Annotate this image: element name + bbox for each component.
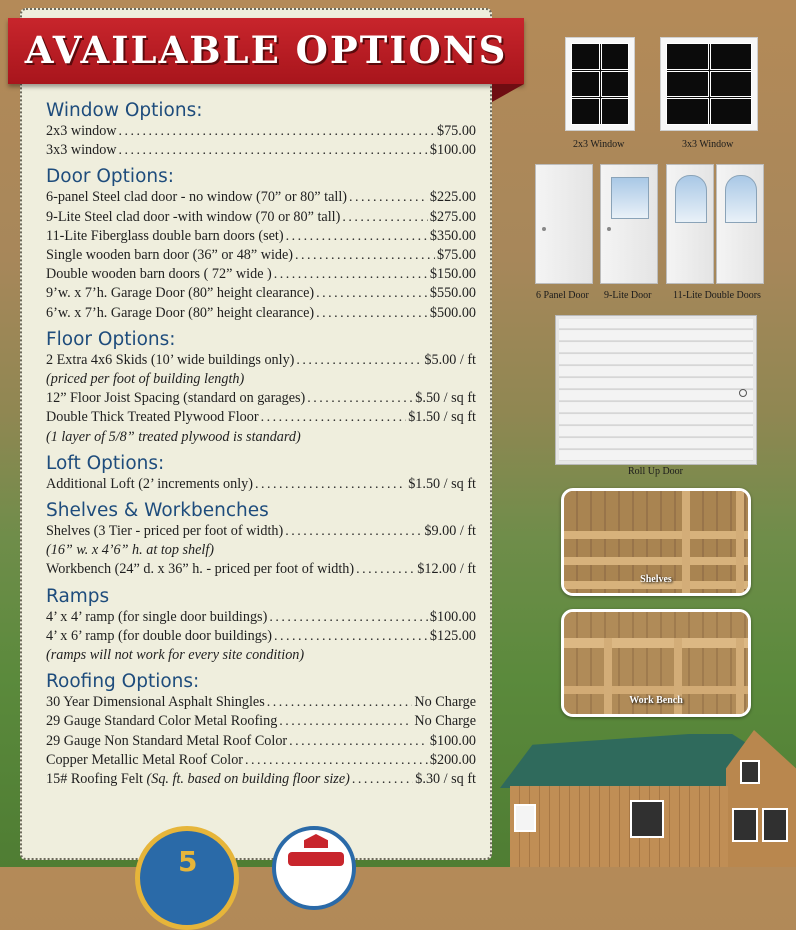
option-label bbox=[46, 122, 117, 141]
dot-leader bbox=[245, 751, 428, 770]
nine-lite-door-image bbox=[600, 164, 658, 284]
option-row bbox=[46, 351, 476, 370]
option-price: $150.00 bbox=[429, 266, 476, 283]
option-price: $1.50 / sq ft bbox=[408, 409, 476, 426]
option-price: $200.00 bbox=[429, 751, 476, 768]
option-price: $125.00 bbox=[429, 627, 476, 644]
option-label bbox=[46, 627, 272, 646]
section-title: Shelves & Workbenches bbox=[46, 500, 269, 522]
option-label-text: Single wooden barn door (36” or 48” wide) bbox=[46, 247, 294, 264]
dot-leader bbox=[267, 693, 413, 712]
section-1 bbox=[46, 166, 476, 322]
option-row bbox=[46, 304, 476, 323]
option-price: $550.00 bbox=[429, 285, 476, 302]
option-label-text: 11-Lite Fiberglass double barn doors (set) bbox=[46, 227, 284, 244]
option-row bbox=[46, 208, 476, 227]
dot-leader bbox=[307, 389, 413, 408]
option-row bbox=[46, 522, 476, 541]
option-price: $500.00 bbox=[429, 304, 476, 321]
banner-fold bbox=[492, 84, 524, 102]
option-price: $100.00 bbox=[429, 608, 476, 625]
dot-leader bbox=[274, 627, 428, 646]
six-panel-door-caption: 6 Panel Door bbox=[536, 290, 589, 301]
option-price: $12.00 / ft bbox=[417, 561, 476, 578]
option-row bbox=[46, 770, 476, 789]
option-label-text: Copper Metallic Metal Roof Color bbox=[46, 751, 244, 768]
option-row bbox=[46, 712, 476, 731]
dot-leader bbox=[269, 608, 428, 627]
workbench-caption: Work Bench bbox=[629, 695, 683, 706]
option-label bbox=[46, 141, 117, 160]
section-title: Loft Options: bbox=[46, 452, 165, 474]
option-label bbox=[46, 265, 272, 284]
option-row bbox=[46, 732, 476, 751]
page-title: AVAILABLE OPTIONS bbox=[24, 28, 508, 72]
option-label-text: Double Thick Treated Plywood Floor bbox=[46, 409, 259, 426]
option-price: $5.00 / ft bbox=[424, 351, 476, 368]
section-0 bbox=[46, 100, 476, 160]
options-list bbox=[46, 100, 476, 795]
shed-image bbox=[490, 720, 796, 867]
dot-leader bbox=[295, 246, 435, 265]
option-label-text: 2x3 window bbox=[46, 123, 117, 139]
option-price: $275.00 bbox=[429, 208, 476, 225]
option-price: $1.50 / sq ft bbox=[408, 475, 476, 492]
option-price: $225.00 bbox=[429, 189, 476, 206]
option-row bbox=[46, 122, 476, 141]
option-label bbox=[46, 227, 284, 246]
option-label bbox=[46, 389, 305, 408]
option-row bbox=[46, 475, 476, 494]
option-row bbox=[46, 693, 476, 712]
option-label-text: 15# Roofing Felt bbox=[46, 771, 143, 788]
option-note: (16” w. x 4’6” h. at top shelf) bbox=[46, 542, 215, 559]
dot-leader bbox=[255, 475, 406, 494]
option-label bbox=[46, 475, 253, 494]
option-row bbox=[46, 389, 476, 408]
dot-leader bbox=[316, 304, 428, 323]
option-label bbox=[46, 712, 277, 731]
option-label-text: 4’ x 4’ ramp (for single door buildings) bbox=[46, 608, 268, 625]
six-panel-door-image bbox=[535, 164, 593, 284]
option-row bbox=[46, 141, 476, 160]
rollup-door-caption: Roll Up Door bbox=[628, 466, 683, 477]
option-row bbox=[46, 408, 476, 427]
option-label-text: 9-Lite Steel clad door -with window (70 or 80” tall) bbox=[46, 208, 341, 225]
option-label-text: Additional Loft (2’ increments only) bbox=[46, 475, 253, 492]
window-3x3-caption: 3x3 Window bbox=[682, 139, 734, 150]
option-price: $100.00 bbox=[429, 142, 476, 159]
dot-leader bbox=[274, 265, 428, 284]
option-price: $75.00 bbox=[436, 247, 476, 264]
option-label bbox=[46, 770, 350, 789]
option-label-text: 9’w. x 7’h. Garage Door (80” height clearance) bbox=[46, 285, 315, 302]
shelves-photo bbox=[561, 488, 751, 596]
section-title: Roofing Options: bbox=[46, 671, 200, 693]
double-door-right-image bbox=[716, 164, 764, 284]
dot-leader bbox=[285, 522, 422, 541]
option-label bbox=[46, 522, 283, 541]
option-price: No Charge bbox=[414, 713, 476, 730]
window-3x3-image bbox=[660, 37, 758, 131]
window-2x3-caption: 2x3 Window bbox=[573, 139, 625, 150]
option-label-text: 4’ x 6’ ramp (for double door buildings) bbox=[46, 627, 273, 644]
section-4 bbox=[46, 500, 476, 580]
section-5 bbox=[46, 586, 476, 666]
option-label-text: 6-panel Steel clad door - no window (70” or 80” tall) bbox=[46, 189, 347, 206]
shelves-caption: Shelves bbox=[640, 574, 672, 585]
option-row bbox=[46, 246, 476, 265]
option-price: $350.00 bbox=[429, 227, 476, 244]
section-title: Window Options: bbox=[46, 100, 203, 121]
option-row bbox=[46, 284, 476, 303]
dot-leader bbox=[119, 122, 435, 141]
dot-leader bbox=[349, 188, 428, 207]
option-label bbox=[46, 351, 294, 370]
window-2x3-image bbox=[565, 37, 635, 131]
option-label bbox=[46, 408, 259, 427]
option-label bbox=[46, 304, 314, 323]
option-label-text: 29 Gauge Standard Color Metal Roofing bbox=[46, 713, 278, 730]
option-label-text: 29 Gauge Non Standard Metal Roof Color bbox=[46, 732, 288, 749]
option-label bbox=[46, 732, 287, 751]
workbench-photo bbox=[561, 609, 751, 717]
section-title: Ramps bbox=[46, 585, 110, 607]
dot-leader bbox=[296, 351, 422, 370]
option-label-text: 30 Year Dimensional Asphalt Shingles bbox=[46, 694, 265, 711]
dot-leader bbox=[289, 732, 428, 751]
option-label bbox=[46, 188, 347, 207]
option-label bbox=[46, 284, 314, 303]
option-row bbox=[46, 188, 476, 207]
option-note: (priced per foot of building length) bbox=[46, 371, 245, 388]
dot-leader bbox=[261, 408, 407, 427]
barn-logo-badge bbox=[272, 826, 356, 910]
option-row bbox=[46, 751, 476, 770]
option-row bbox=[46, 265, 476, 284]
option-label-text: 12” Floor Joist Spacing (standard on garages) bbox=[46, 390, 306, 407]
option-label bbox=[46, 246, 293, 265]
option-label-text: 6’w. x 7’h. Garage Door (80” height clearance) bbox=[46, 304, 315, 321]
option-label bbox=[46, 608, 267, 627]
option-row bbox=[46, 560, 476, 579]
warranty-badge: 5 bbox=[135, 826, 239, 930]
option-price: $100.00 bbox=[429, 732, 476, 749]
option-label-text: Workbench (24” d. x 36” h. - priced per foot of width) bbox=[46, 561, 355, 578]
dot-leader bbox=[286, 227, 428, 246]
option-label-text: 3x3 window bbox=[46, 142, 117, 159]
eleven-lite-door-caption: 11-Lite Double Doors bbox=[673, 290, 761, 301]
title-banner bbox=[8, 18, 524, 84]
option-price: $.30 / sq ft bbox=[415, 771, 476, 788]
dot-leader bbox=[119, 141, 428, 160]
option-label-note: (Sq. ft. based on building floor size) bbox=[146, 771, 350, 788]
rollup-door-image bbox=[556, 316, 756, 464]
nine-lite-door-caption: 9-Lite Door bbox=[604, 290, 652, 301]
section-title: Door Options: bbox=[46, 166, 174, 188]
option-label bbox=[46, 693, 265, 712]
option-price: $.50 / sq ft bbox=[415, 390, 476, 407]
option-label-text: Shelves (3 Tier - priced per foot of width) bbox=[46, 523, 284, 540]
section-3 bbox=[46, 453, 476, 494]
doors-image bbox=[530, 160, 770, 290]
dot-leader bbox=[279, 712, 412, 731]
option-row bbox=[46, 227, 476, 246]
option-price: No Charge bbox=[414, 694, 476, 711]
option-note: (1 layer of 5/8” treated plywood is standard) bbox=[46, 428, 301, 445]
option-note: (ramps will not work for every site condition) bbox=[46, 647, 305, 664]
dot-leader bbox=[342, 208, 428, 227]
option-price: $75.00 bbox=[436, 123, 476, 139]
section-2 bbox=[46, 329, 476, 447]
option-row bbox=[46, 608, 476, 627]
option-label-text: Double wooden barn doors ( 72” wide ) bbox=[46, 266, 272, 283]
option-label bbox=[46, 560, 354, 579]
option-price: $9.00 / ft bbox=[424, 523, 476, 540]
option-label-text: 2 Extra 4x6 Skids (10’ wide buildings only) bbox=[46, 351, 295, 368]
option-label bbox=[46, 208, 340, 227]
section-6 bbox=[46, 671, 476, 789]
option-row bbox=[46, 627, 476, 646]
dot-leader bbox=[352, 770, 413, 789]
dot-leader bbox=[316, 284, 428, 303]
section-title: Floor Options: bbox=[46, 328, 176, 350]
double-door-left-image bbox=[666, 164, 714, 284]
dot-leader bbox=[356, 560, 415, 579]
option-label bbox=[46, 751, 243, 770]
